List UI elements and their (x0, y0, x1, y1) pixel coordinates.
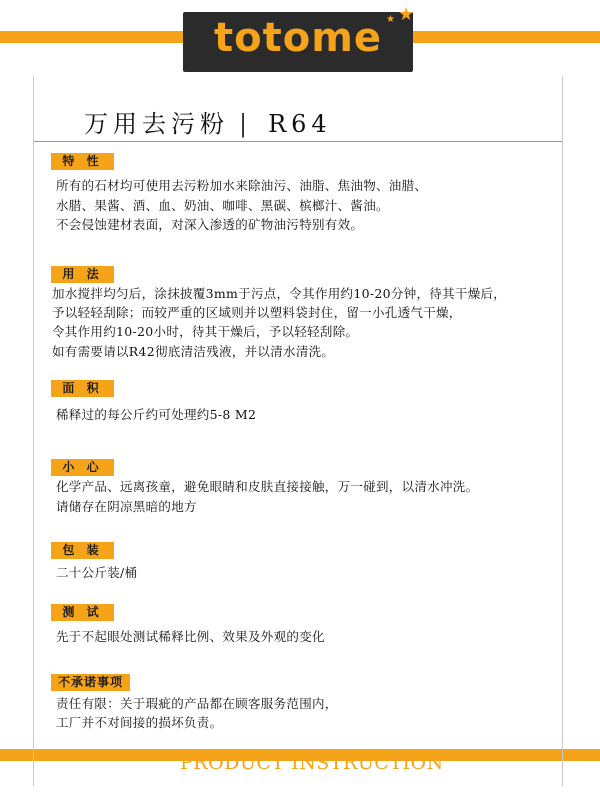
caution-line: 化学产品、远离孩童，避免眼睛和皮肤直接接触，万一碰到，以清水冲洗。 (56, 479, 479, 494)
disclaimer-line: 责任有限：关于瑕疵的产品都在顾客服务范围内， (56, 696, 338, 711)
section-label-usage: 用 法 (51, 266, 114, 283)
brand-logo (183, 12, 413, 72)
brand-name: totome (213, 15, 382, 61)
title-divider (34, 141, 562, 142)
product-code: R64 (268, 110, 332, 138)
caution-line: 请储存在阴凉黑暗的地方 (56, 499, 197, 514)
section-label-coverage: 面 积 (51, 380, 114, 397)
section-label-caution: 小 心 (51, 459, 114, 476)
features-line: 水腊、果酱、酒、血、奶油、咖啡、黑碳、槟榔汁、酱油。 (56, 198, 389, 213)
disclaimer-line: 工厂并不对间接的损坏负责。 (56, 715, 223, 730)
section-label-testing: 测 试 (51, 604, 114, 621)
title-separator: | (239, 110, 253, 138)
testing-line: 先于不起眼处测试稀释比例、效果及外观的变化 (56, 629, 325, 644)
features-line: 所有的石材均可使用去污粉加水来除油污、油脂、焦油物、油腊、 (56, 178, 428, 193)
usage-line: 如有需要请以R42彻底清洁残液，并以清水清洗。 (52, 344, 335, 359)
footer-title: PRODUCT INSTRUCTION (180, 752, 444, 774)
usage-line: 令其作用约10-20小时，待其干燥后，予以轻轻刮除。 (52, 324, 359, 339)
features-line: 不会侵蚀建材表面，对深入渗透的矿物油污特别有效。 (56, 217, 364, 232)
section-label-disclaimer: 不承诺事项 (51, 674, 130, 691)
page-title (84, 104, 332, 139)
packaging-line: 二十公斤装/桶 (56, 565, 138, 580)
usage-line: 加水搅拌均匀后，涂抹披覆3mm于污点，令其作用约10-20分钟，待其干燥后， (52, 286, 507, 301)
product-name: 万用去污粉 (84, 110, 229, 138)
star-icon: ★ (398, 4, 415, 25)
section-label-packaging: 包 装 (51, 542, 114, 559)
section-label-features: 特 性 (51, 153, 114, 170)
coverage-line: 稀释过的每公斤约可处理约5-8 M2 (56, 407, 257, 422)
small-star-icon: ★ (386, 14, 395, 25)
usage-line: 予以轻轻刮除；而较严重的区域则并以塑料袋封住，留一小孔透气干燥， (52, 305, 462, 320)
